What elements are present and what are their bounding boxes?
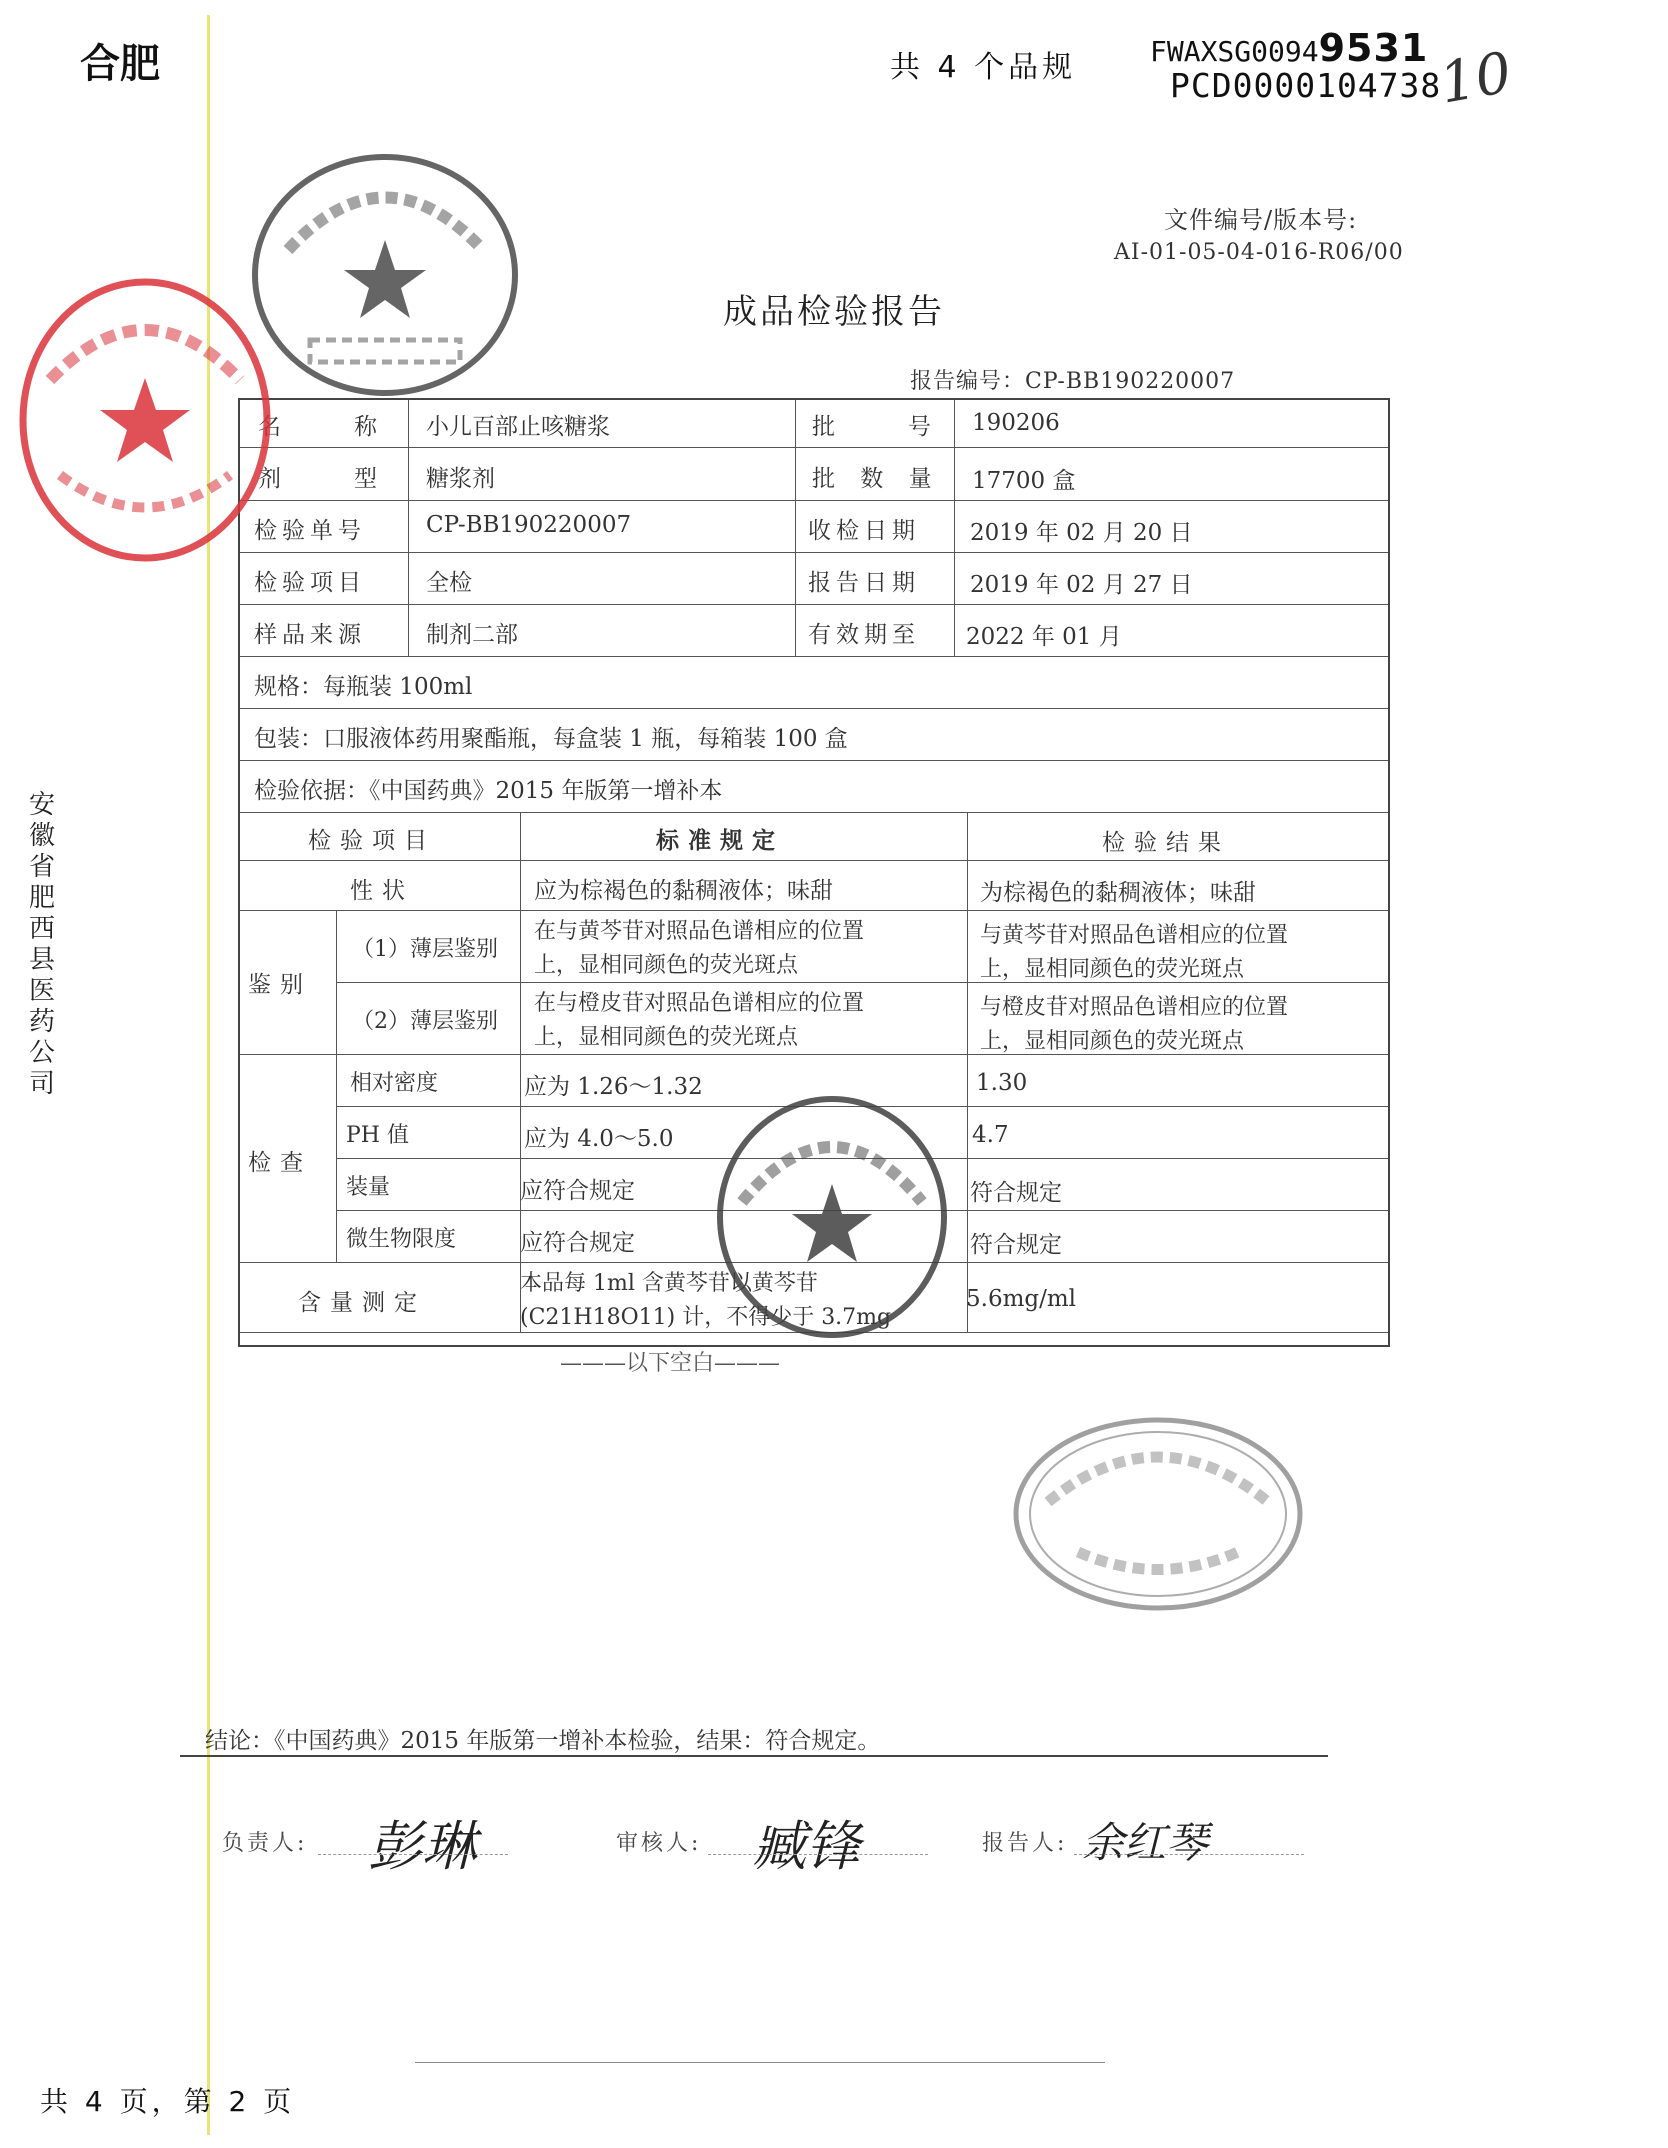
fill-label: 装量 xyxy=(346,1175,391,1200)
name-label: 名 称 xyxy=(258,414,386,440)
header-standard: 标准规定 xyxy=(656,827,784,854)
signature-row xyxy=(222,1804,1322,1884)
report-number: 报告编号：CP-BB190220007 xyxy=(910,369,1236,394)
handwritten-mark: 10 xyxy=(1434,40,1517,117)
footer-rule xyxy=(415,2062,1105,2063)
fill-standard: 应符合规定 xyxy=(520,1178,635,1204)
identification-1-label: （1）薄层鉴别 xyxy=(352,937,498,962)
reporter-signature: 余红琴 xyxy=(1082,1818,1209,1867)
blank-note: ———以下空白——— xyxy=(560,1351,781,1376)
header-item: 检验项目 xyxy=(308,828,436,854)
identification-2-result-line1: 与橙皮苷对照品色谱相应的位置 xyxy=(980,995,1289,1020)
reporter-label: 报告人: xyxy=(982,1831,1068,1856)
density-label: 相对密度 xyxy=(350,1071,439,1096)
identification-2-label: （2）薄层鉴别 xyxy=(352,1009,498,1034)
sample-source: 制剂二部 xyxy=(426,622,518,648)
identification-1-standard-line2: 上，显相同颜色的荧光斑点 xyxy=(534,953,799,978)
tracking-code xyxy=(1150,26,1428,70)
tracking-code-prefix: FWAXSG0094 xyxy=(1150,35,1319,68)
test-number: CP-BB190220007 xyxy=(426,512,632,538)
product-name: 小儿百部止咳糖浆 xyxy=(426,414,610,440)
identification-2-standard-line2: 上，显相同颜色的荧光斑点 xyxy=(534,1025,799,1050)
gray-seal-bottom-icon xyxy=(1008,1412,1308,1617)
pcd-code: PCD0000104738 xyxy=(1170,66,1442,105)
batch-number: 190206 xyxy=(972,410,1060,436)
gray-seal-middle-icon xyxy=(712,1092,952,1342)
identification-1-standard-line1: 在与黄芩苷对照品色谱相应的位置 xyxy=(534,919,865,944)
identification-1-result-line2: 上，显相同颜色的荧光斑点 xyxy=(980,957,1245,982)
test-item-label: 检验项目 xyxy=(254,570,366,596)
fill-result: 符合规定 xyxy=(970,1180,1062,1206)
expiry-label: 有效期至 xyxy=(808,622,920,648)
receive-date-label: 收检日期 xyxy=(808,518,920,544)
density-result: 1.30 xyxy=(976,1070,1028,1096)
page-footer: 共 4 页，第 2 页 xyxy=(40,2085,296,2118)
red-seal-icon xyxy=(10,270,280,570)
batch-label: 批 号 xyxy=(812,414,940,440)
responsible-label: 负责人: xyxy=(222,1831,308,1856)
doc-number-label: 文件编号/版本号: xyxy=(1164,206,1358,234)
spec-count: 共 4 个品规 xyxy=(890,50,1077,85)
microbial-result: 符合规定 xyxy=(970,1232,1062,1258)
test-item: 全检 xyxy=(426,570,472,596)
batch-quantity: 17700 盒 xyxy=(972,468,1076,494)
quantity-label: 批 数 量 xyxy=(812,466,941,492)
microbial-label: 微生物限度 xyxy=(346,1227,457,1252)
ph-standard: 应为 4.0～5.0 xyxy=(524,1126,674,1152)
conclusion-rule xyxy=(180,1755,1328,1757)
ph-label: PH 值 xyxy=(346,1123,409,1148)
report-title: 成品检验报告 xyxy=(723,292,945,332)
ph-result: 4.7 xyxy=(972,1122,1009,1148)
character-standard: 应为棕褐色的黏稠液体；味甜 xyxy=(534,878,833,904)
density-standard: 应为 1.26～1.32 xyxy=(524,1074,703,1100)
expiry-date: 2022 年 01 月 xyxy=(966,624,1122,650)
identification-label: 鉴别 xyxy=(248,972,312,998)
conclusion-text: 结论：《中国药典》2015 年版第一增补本检验，结果：符合规定。 xyxy=(205,1728,881,1754)
microbial-standard: 应符合规定 xyxy=(520,1230,635,1256)
assay-standard-line2: (C21H18O11) 计，不得少于 3.7mg xyxy=(520,1305,892,1330)
test-number-label: 检验单号 xyxy=(254,518,366,544)
inspection-label: 检查 xyxy=(248,1150,312,1176)
reviewer-signature: 臧锋 xyxy=(752,1815,860,1878)
character-result: 为棕褐色的黏稠液体；味甜 xyxy=(980,880,1256,906)
city-label: 合肥 xyxy=(80,41,160,87)
receive-date: 2019 年 02 月 20 日 xyxy=(970,520,1193,546)
identification-1-result-line1: 与黄芩苷对照品色谱相应的位置 xyxy=(980,923,1289,948)
assay-result: 5.6mg/ml xyxy=(966,1286,1077,1312)
specification: 规格：每瓶装 100ml xyxy=(254,674,473,700)
assay-label: 含量测定 xyxy=(298,1290,426,1316)
doc-number: AI-01-05-04-016-R06/00 xyxy=(1114,240,1404,265)
header-result: 检验结果 xyxy=(1102,830,1230,856)
responsible-signature: 彭琳 xyxy=(368,1815,476,1878)
form-label: 剂 型 xyxy=(258,466,386,492)
left-vertical-text: 安徽省肥西县医药公司 xyxy=(28,790,55,1099)
character-label: 性状 xyxy=(350,878,414,904)
gray-seal-top-icon xyxy=(248,150,523,400)
sample-source-label: 样品来源 xyxy=(254,622,366,648)
identification-2-result-line2: 上，显相同颜色的荧光斑点 xyxy=(980,1029,1245,1054)
report-date-label: 报告日期 xyxy=(808,570,920,596)
packaging: 包装：口服液体药用聚酯瓶，每盒装 1 瓶，每箱装 100 盒 xyxy=(254,726,848,752)
report-date: 2019 年 02 月 27 日 xyxy=(970,572,1193,598)
tracking-code-suffix: 9531 xyxy=(1318,26,1429,70)
reviewer-label: 审核人: xyxy=(616,1831,702,1856)
test-basis: 检验依据：《中国药典》2015 年版第一增补本 xyxy=(254,778,723,804)
assay-standard-line1: 本品每 1ml 含黄芩苷以黄芩苷 xyxy=(520,1271,818,1296)
identification-2-standard-line1: 在与橙皮苷对照品色谱相应的位置 xyxy=(534,991,865,1016)
dosage-form: 糖浆剂 xyxy=(426,466,495,492)
